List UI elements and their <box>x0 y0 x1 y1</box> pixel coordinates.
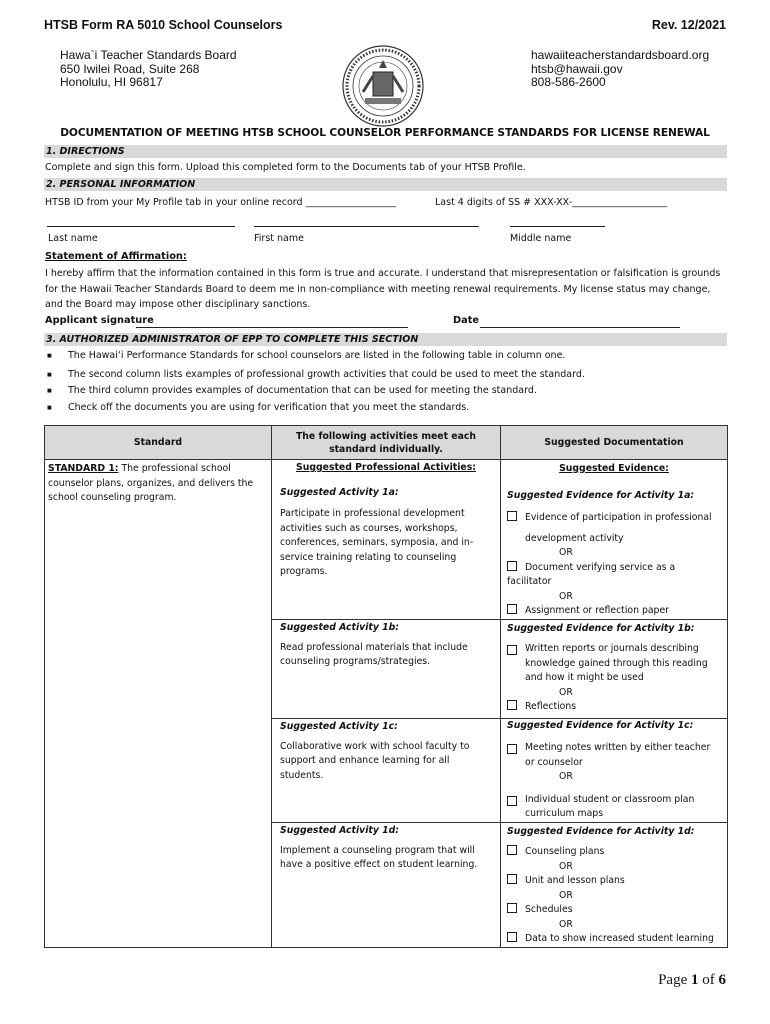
evidence-1b-option-1: Written reports or journals describing knowledge gained through this reading and how it might be used <box>507 642 721 686</box>
evidence-cell-1d <box>501 822 728 947</box>
checkbox[interactable] <box>507 874 517 884</box>
activity-1d-title: Suggested Activity 1d: <box>280 824 399 836</box>
middle-name-label: Middle name <box>510 233 572 244</box>
website-link[interactable]: hawaiiteacherstandardsboard.org <box>531 48 710 62</box>
total-pages: 6 <box>718 972 726 988</box>
evidence-1c-option-1: Meeting notes written by either teacher or counselor <box>507 741 721 770</box>
page-of: of <box>698 972 719 988</box>
evidence-1d-option-2: Unit and lesson plans <box>507 874 721 889</box>
table-row <box>45 460 728 620</box>
checkbox[interactable] <box>507 511 517 521</box>
contact-info <box>531 49 709 90</box>
evidence-1a-option-1-cont: development activity <box>525 532 624 544</box>
phone-number: 808-586-2600 <box>531 75 606 89</box>
evidence-1c-option-2: Individual student or classroom plan curriculum maps <box>507 793 721 822</box>
evidence-1d-title: Suggested Evidence for Activity 1d: <box>507 825 695 837</box>
standard-label: STANDARD 1: <box>48 463 119 474</box>
last-name-label: Last name <box>48 233 98 244</box>
or-label: OR <box>559 771 573 782</box>
affirmation-heading: Statement of Affirmation: <box>45 251 187 262</box>
directions-text: Complete and sign this form. Upload this completed form to the Documents tab of your HTSB Profile. <box>45 162 526 173</box>
org-street: 650 Iwilei Road, Suite 268 <box>60 61 200 76</box>
document-title: DOCUMENTATION OF MEETING HTSB SCHOOL COUNSELOR PERFORMANCE STANDARDS FOR LICENSE RENEWAL <box>60 127 710 139</box>
org-city: Honolulu, HI 96817 <box>60 75 163 89</box>
affirmation-text: I hereby affirm that the information contained in this form is true and accurate. I understand that misrepresentation or falsification is grounds for the Hawaii Teacher Standards Board to deem me in non-compliance with meeting renewal requirements. My license status may change, and the Board may impose other disciplinary sanctions. <box>45 268 721 310</box>
activity-1a-text: Participate in professional development activities such as courses, workshops, conferences, seminars, symposia, and in-service training relating to counseling programs. <box>280 508 474 577</box>
evidence-1a-option-2: Document verifying service as a facilitator <box>507 561 676 587</box>
or-label: OR <box>559 590 573 602</box>
section-3-heading: 3. AUTHORIZED ADMINISTRATOR OF EPP TO COMPLETE THIS SECTION <box>44 333 727 346</box>
signature-line[interactable] <box>136 327 408 328</box>
evidence-cell-1b <box>501 619 728 718</box>
activity-cell-1a <box>272 460 501 620</box>
evidence-1a-title: Suggested Evidence for Activity 1a: <box>507 489 695 501</box>
org-name: Hawa`i Teacher Standards Board <box>60 48 237 62</box>
bullet-icon: ■ <box>47 351 52 360</box>
checkbox[interactable] <box>507 903 517 913</box>
evidence-heading: Suggested Evidence: <box>559 463 669 474</box>
page-number <box>658 972 726 989</box>
activity-cell-1c <box>272 718 501 822</box>
activity-cell-1b <box>272 619 501 718</box>
activity-1c-text: Collaborative work with school faculty to support and enhance learning for all students. <box>280 740 470 781</box>
col-header-activities: The following activities meet each standard individually. <box>272 426 501 460</box>
section-1-heading: 1. DIRECTIONS <box>44 145 727 158</box>
activity-1a-title: Suggested Activity 1a: <box>280 487 399 498</box>
or-label: OR <box>559 889 573 901</box>
ssn-field[interactable]: Last 4 digits of SS # XXX-XX-____________________ <box>435 197 668 208</box>
evidence-1b-title: Suggested Evidence for Activity 1b: <box>507 622 695 634</box>
table-header-row <box>45 426 728 460</box>
activity-1d-text: Implement a counseling program that will have a positive effect on student learning. <box>280 844 478 870</box>
standard-text: The professional school counselor plans, organizes, and delivers the school counseling program. <box>48 463 254 503</box>
evidence-cell-1a <box>501 460 728 620</box>
page-prefix: Page <box>658 972 691 988</box>
checkbox[interactable] <box>507 645 517 655</box>
instruction-bullet-3: The third column provides examples of documentation that can be used for meeting the standard. <box>68 385 537 396</box>
or-label: OR <box>559 860 573 872</box>
instruction-bullet-1: The Hawai‘i Performance Standards for school counselors are listed in the following table in column one. <box>68 350 566 361</box>
current-page: 1 <box>691 972 699 988</box>
standard-cell <box>45 460 272 948</box>
date-line[interactable] <box>480 327 680 328</box>
col-header-documentation: Suggested Documentation <box>501 426 728 460</box>
activity-1b-title: Suggested Activity 1b: <box>280 621 399 633</box>
checkbox[interactable] <box>507 744 517 754</box>
evidence-cell-1c <box>501 718 728 822</box>
section-2-heading: 2. PERSONAL INFORMATION <box>44 178 727 191</box>
evidence-1a-option-3: Assignment or reflection paper <box>507 604 721 619</box>
middle-name-line[interactable] <box>510 226 605 227</box>
col-header-standard: Standard <box>45 426 272 460</box>
first-name-label: First name <box>254 233 304 244</box>
email-link[interactable]: htsb@hawaii.gov <box>531 61 623 76</box>
evidence-1d-option-3: Schedules <box>507 903 721 918</box>
bullet-icon: ■ <box>47 403 52 412</box>
htsb-id-field[interactable]: HTSB ID from your My Profile tab in your online record ___________________ <box>45 197 396 208</box>
signature-label: Applicant signature <box>45 315 154 326</box>
instruction-bullet-2: The second column lists examples of professional growth activities that could be used to meet the standard. <box>68 369 585 380</box>
activity-1c-title: Suggested Activity 1c: <box>280 720 398 732</box>
org-address <box>60 49 237 90</box>
or-label: OR <box>559 547 573 558</box>
bullet-icon: ■ <box>47 386 52 395</box>
activity-1b-text: Read professional materials that include counseling programs/strategies. <box>280 641 468 667</box>
form-title: HTSB Form RA 5010 School Counselors <box>44 18 283 32</box>
bullet-icon: ■ <box>47 370 52 379</box>
evidence-1d-option-4: Data to show increased student learning <box>507 932 721 947</box>
checkbox[interactable] <box>507 845 517 855</box>
state-seal-icon <box>341 44 425 128</box>
checkbox[interactable] <box>507 561 517 571</box>
date-label: Date <box>453 315 480 326</box>
revision-label: Rev. 12/2021 <box>651 18 726 32</box>
evidence-1b-option-2: Reflections <box>507 700 721 715</box>
activity-cell-1d <box>272 822 501 947</box>
evidence-1a-option-1: Evidence of participation in professional <box>507 511 721 526</box>
standards-table <box>44 425 728 948</box>
or-label: OR <box>559 686 573 698</box>
first-name-line[interactable] <box>254 226 479 227</box>
checkbox[interactable] <box>507 796 517 806</box>
checkbox[interactable] <box>507 700 517 710</box>
checkbox[interactable] <box>507 932 517 942</box>
activities-heading: Suggested Professional Activities: <box>296 462 476 473</box>
checkbox[interactable] <box>507 604 517 614</box>
evidence-1d-option-1: Counseling plans <box>507 845 721 860</box>
or-label: OR <box>559 918 573 930</box>
evidence-1c-title: Suggested Evidence for Activity 1c: <box>507 719 694 731</box>
last-name-line[interactable] <box>47 226 235 227</box>
instruction-bullet-4: Check off the documents you are using for verification that you meet the standards. <box>68 402 470 413</box>
